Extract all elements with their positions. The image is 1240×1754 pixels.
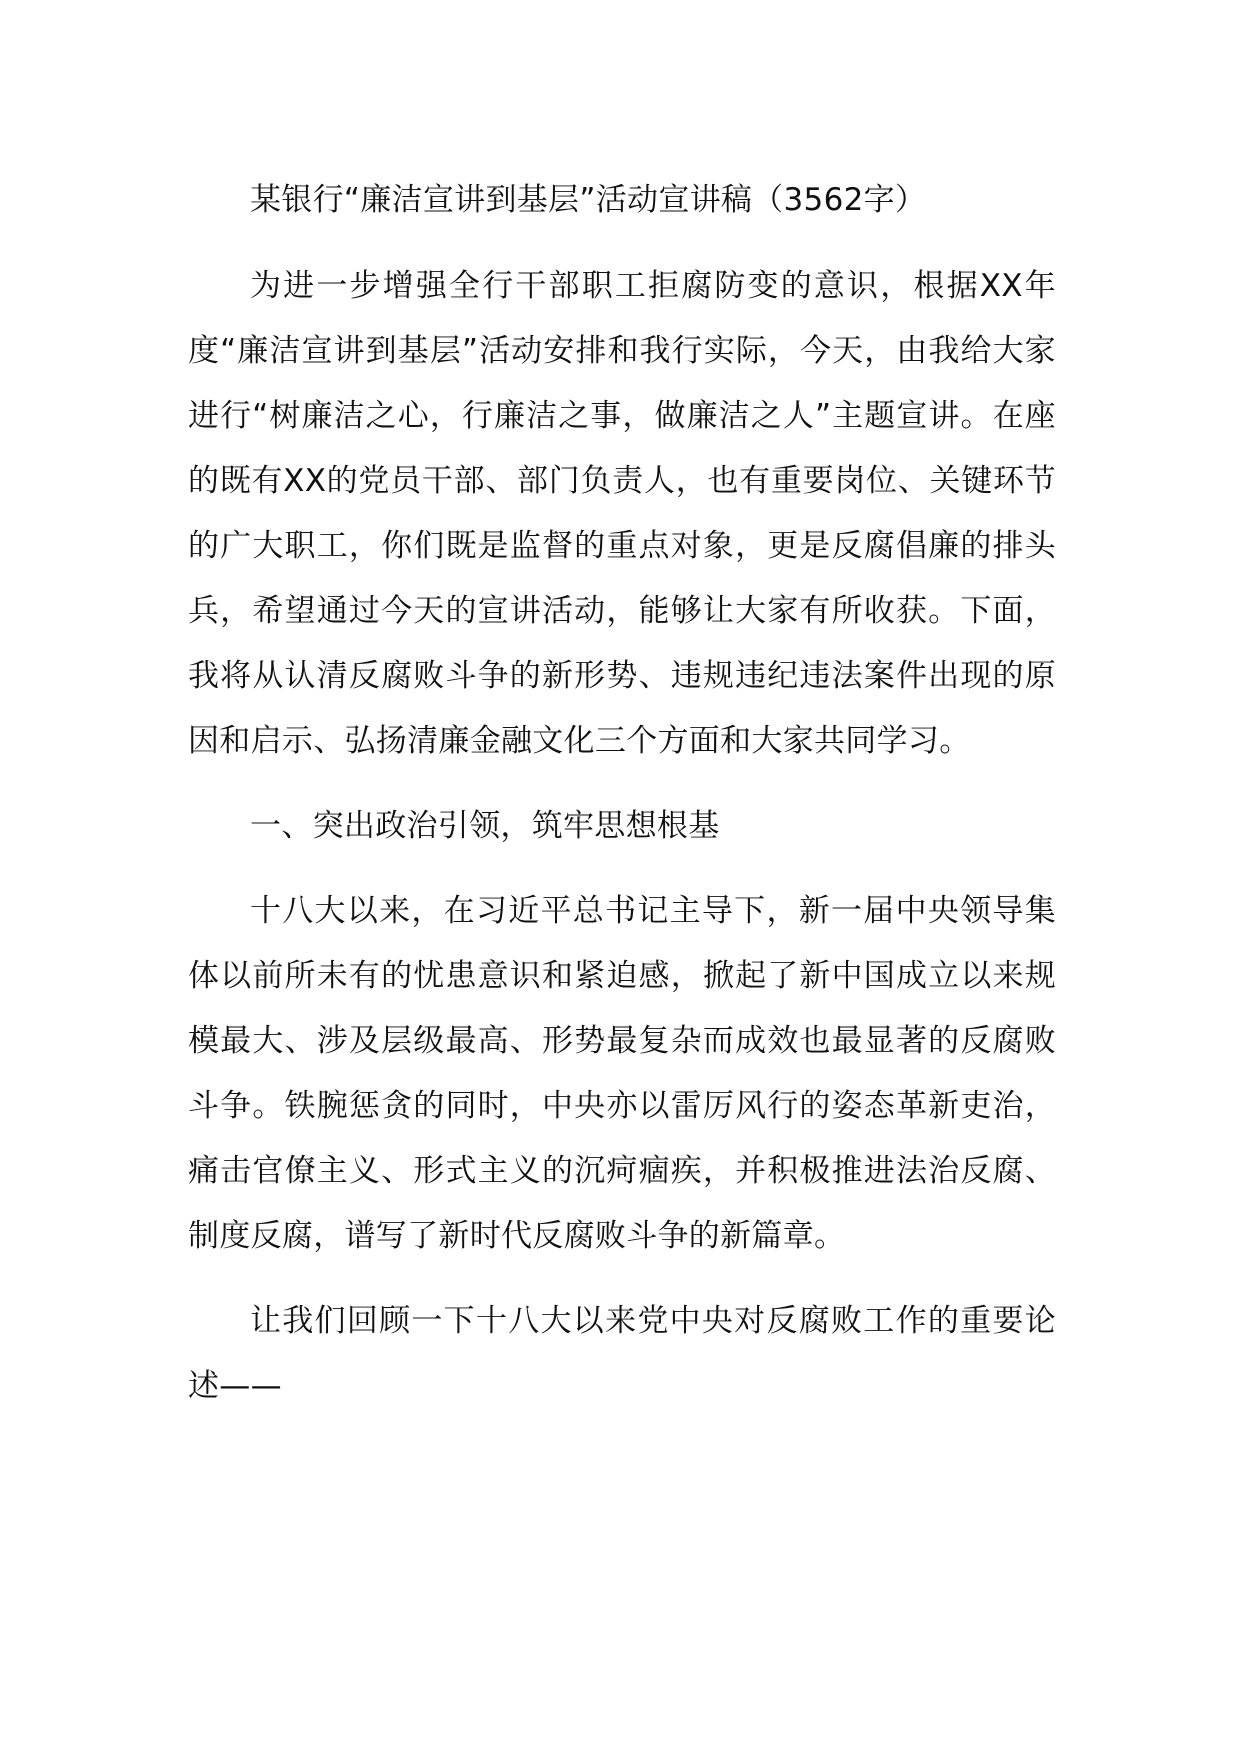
section-heading: 一、突出政治引领，筑牢思想根基 <box>250 808 720 844</box>
intro-paragraph: 为进一步增强全行干部职工拒腐防变的意识，根据XX年度“廉洁宣讲到基层”活动安排和我行实际，今天，由我给大家进行“树廉洁之心，行廉洁之事，做廉洁之人”主题宣讲。在座的既有XX的党员干部、部门负责人，也有重要岗位、关键环节的广大职工，你们既是监督的重点对象，更是反腐倡廉的排头兵，希望通过今天的宣讲活动，能够让大家有所收获。下面，我将从认清反腐败斗争的新形势、违规违纪违法案件出现的原因和启示、弘扬清廉金融文化三个方面和大家共同学习。 <box>188 268 1056 759</box>
document-body <box>188 168 1056 1419</box>
body-paragraph: 十八大以来，在习近平总书记主导下，新一届中央领导集体以前所未有的忧患意识和紧迫感，掀起了新中国成立以来规模最大、涉及层级最高、形势最复杂而成效也最显著的反腐败斗争。铁腕惩贪的同时，中央亦以雷厉风行的姿态革新吏治，痛击官僚主义、形式主义的沉疴痼疾，并积极推进法治反腐、制度反腐，谱写了新时代反腐败斗争的新篇章。 <box>188 893 1056 1254</box>
body-paragraph: 让我们回顾一下十八大以来党中央对反腐败工作的重要论述—— <box>188 1303 1056 1404</box>
document-title: 某银行“廉洁宣讲到基层”活动宣讲稿（3562字） <box>250 182 927 218</box>
